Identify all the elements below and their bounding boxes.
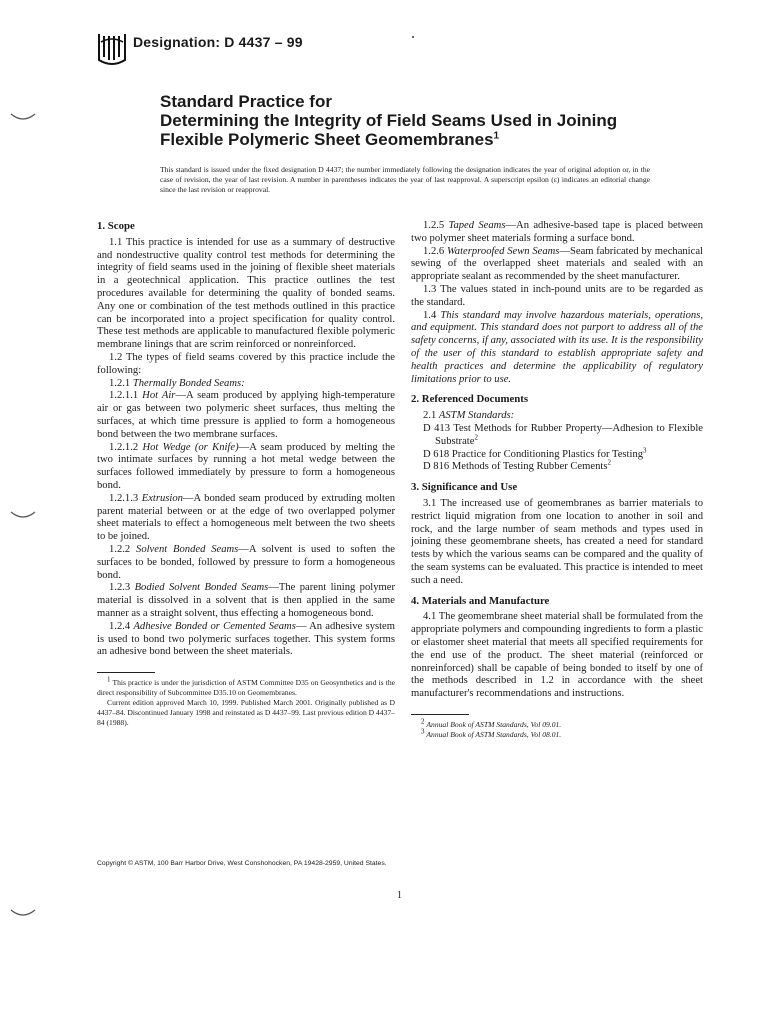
clause-text: — An adhesive system is used to bond two polymeric surfaces together. This system forms an adhesive bond between the sheet materials. bbox=[97, 620, 395, 658]
clause-title: Taped Seams bbox=[448, 220, 506, 231]
reference-d413 bbox=[411, 423, 703, 449]
left-column bbox=[97, 220, 395, 728]
footnote-text: Annual Book of ASTM Standards, Vol 09.01. bbox=[426, 719, 562, 729]
clause-text: —A seam produced by applying high-temperature air or gas between two polymeric sheet surfaces, thus melting the surfaces, at which time pressure is applied to form a homogeneous bond between the two membrane surfaces. bbox=[97, 390, 395, 440]
clause-title: Bodied Solvent Bonded Seams bbox=[134, 582, 269, 594]
page-number: 1 bbox=[397, 890, 402, 901]
clause-text: —The parent lining polymer material is dissolved in a solvent that is then applied in the same manner as a straight solvent, thus effecting a homogeneous bond. bbox=[97, 582, 395, 619]
reference-text: D 618 Practice for Conditioning Plastics for Testing bbox=[423, 448, 644, 460]
paragraph-3-1: 3.1 The increased use of geomembranes as barrier materials to restrict liquid migration from one location to another in soil and rock, and the large number of seam methods and types used in joining these geomembrane sheets, has created a need for standard tests by which the various seams can be compared and the quality of the seam systems can be evaluated. This practice is intended to meet such a need. bbox=[411, 497, 703, 586]
footnote-text: Annual Book of ASTM Standards, Vol 08.01. bbox=[426, 729, 562, 739]
reference-footnote-ref: 2 bbox=[607, 458, 611, 467]
title-line-3-text: Flexible Polymeric Sheet Geomembranes bbox=[160, 130, 494, 149]
section-heading-scope: 1. Scope bbox=[97, 220, 135, 232]
clause-number: 1.2.1.2 bbox=[109, 441, 139, 453]
clause-title: Adhesive Bonded or Cemented Seams bbox=[133, 620, 296, 632]
clause-number: 2.1 bbox=[423, 410, 437, 422]
footnote-text: This practice is under the jurisdiction of ASTM Committee D35 on Geosynthetics and is the direct responsibility of Subcommittee D35.10 on Geomembranes. bbox=[97, 678, 395, 698]
clause-title: Waterproofed Sewn Seams bbox=[446, 245, 560, 257]
paragraph-1-2-6 bbox=[411, 246, 703, 284]
clause-number: 1.2.1.3 bbox=[109, 492, 139, 504]
paragraph-1-2-2 bbox=[97, 544, 395, 582]
clause-text: —A bonded seam produced by extruding molten parent material between or at the edge of two overlapped polymer sheet materials to effect a homogeneous melt between the two sheets to be joined. bbox=[97, 492, 395, 543]
safety-caveat-text: This standard may involve hazardous materials, operations, and equipment. This standard does not purport to address all of the safety concerns, if any, associated with its use. It is the responsibility of the user of this standard to establish appropriate safety and health practices and determine the applicability of regulatory limitations prior to use. bbox=[411, 309, 703, 385]
clause-title: Thermally Bonded Seams: bbox=[132, 377, 245, 389]
issue-note: This standard is issued under the fixed designation D 4437; the number immediately following the designation indicates the year of original adoption or, in the case of revision, the year of last revision. A number in parentheses indicates the year of last reapproval. A superscript epsilon (ε) indicates an editorial change since the last revision or reapproval. bbox=[160, 165, 650, 194]
paragraph-1-1: 1.1 This practice is intended for use as a summary of destructive and nondestructive quality control test methods for determining the integrity of field seams used in the joining of flexible sheet materials in a geotechnical application. This practice outlines the test procedures available for determining the quality of bonded seams. Any one or combination of the test methods outlined in this practice can be incorporated into a project specification for quality control. These test methods are applicable to manufactured flexible polymeric membrane linings that are scrim reinforced or nonreinforced. bbox=[97, 236, 395, 351]
clause-number: 1.2.1.1 bbox=[109, 390, 139, 402]
clause-text: —A solvent is used to soften the surfaces to be bonded, followed by pressure to form a homogeneous bond. bbox=[97, 543, 395, 581]
paragraph-1-2-1-3 bbox=[97, 493, 395, 544]
right-column bbox=[411, 220, 703, 740]
reference-d816 bbox=[411, 458, 703, 474]
clause-text: —An adhesive-based tape is placed between two polymer sheet materials forming a surface bond. bbox=[411, 220, 703, 244]
paragraph-4-1: 4.1 The geomembrane sheet material shall be formulated from the appropriate polymers and compounding ingredients to form a plastic or elastomer sheet material that meets all specified requirements for the end use of the product. The sheet material (reinforced or nonreinforced) shall be capable of being bonded to itself by one of the methods described in 1.2 in accordance with the sheet manufacturer's recommendations and instructions. bbox=[411, 611, 703, 700]
title-footnote-ref: 1 bbox=[493, 130, 500, 142]
footnote-2 bbox=[411, 717, 703, 730]
footnote-divider bbox=[97, 672, 155, 673]
paragraph-1-2-1-2 bbox=[97, 442, 395, 493]
reference-footnote-ref: 3 bbox=[643, 446, 647, 455]
clause-number: 1.2.3 bbox=[109, 582, 131, 594]
section-heading-materials: 4. Materials and Manufacture bbox=[411, 594, 550, 607]
binder-hole-mark-bottom bbox=[10, 908, 36, 918]
clause-number: 1.2.4 bbox=[109, 620, 131, 632]
paragraph-1-2-1-1 bbox=[97, 390, 395, 441]
clause-title: Hot Wedge (or Knife) bbox=[142, 441, 239, 453]
footnote-1-a bbox=[97, 675, 395, 698]
clause-number: 1.4 bbox=[423, 309, 437, 321]
section-heading-referenced-documents: 2. Referenced Documents bbox=[411, 393, 529, 406]
document-title bbox=[160, 92, 680, 149]
astm-logo bbox=[95, 30, 129, 68]
copyright-line: Copyright © ASTM, 100 Barr Harbor Drive, West Conshohocken, PA 19428-2959, United States. bbox=[97, 860, 387, 867]
footnote-1-b: Current edition approved March 10, 1999. Published March 2001. Originally published as D 4437–84. Discontinued January 1998 and reinstated as D 4437–99. Last previous edition D 4437–84 (1988). bbox=[97, 698, 396, 728]
clause-title: ASTM Standards: bbox=[438, 410, 515, 422]
binder-hole-mark-top bbox=[10, 112, 36, 122]
footnote-3 bbox=[411, 727, 703, 740]
reference-footnote-ref: 2 bbox=[474, 433, 478, 442]
clause-text: —Seam fabricated by mechanical sewing of the overlapped sheet materials and sealed with an appropriate sealant as recommended by the sheet manufacturer. bbox=[411, 245, 703, 283]
speck-mark bbox=[412, 36, 414, 38]
reference-text: D 413 Test Methods for Rubber Property—Adhesion to Flexible Substrate bbox=[423, 422, 703, 447]
paragraph-1-2-5 bbox=[411, 220, 703, 246]
clause-text: —A seam produced by melting the two intimate surfaces by running a hot metal wedge between the surfaces followed immediately by pressure to form a homogeneous bond. bbox=[97, 441, 395, 491]
title-line-1: Standard Practice for bbox=[160, 92, 332, 111]
paragraph-1-2: 1.2 The types of field seams covered by this practice include the following: bbox=[97, 351, 395, 376]
paragraph-1-2-3 bbox=[97, 582, 395, 620]
footnote-number: 1 bbox=[107, 675, 111, 684]
paragraph-1-2-1 bbox=[97, 378, 395, 391]
title-line-2: Determining the Integrity of Field Seams Used in Joining bbox=[160, 111, 618, 130]
clause-number: 1.2.6 bbox=[423, 245, 445, 257]
clause-title: Hot Air bbox=[142, 390, 176, 402]
paragraph-1-4 bbox=[411, 310, 703, 387]
binder-hole-mark-middle bbox=[10, 510, 36, 520]
clause-title: Extrusion bbox=[141, 492, 183, 504]
title-line-3 bbox=[160, 130, 680, 149]
clause-number: 1.2.1 bbox=[109, 377, 131, 389]
clause-number: 1.2.5 bbox=[423, 220, 445, 231]
section-heading-significance: 3. Significance and Use bbox=[411, 481, 518, 494]
paragraph-1-2-4 bbox=[97, 621, 395, 659]
reference-d618 bbox=[411, 446, 703, 462]
paragraph-2-1 bbox=[411, 410, 703, 423]
designation: Designation: D 4437 – 99 bbox=[133, 34, 303, 50]
footnote-divider bbox=[411, 714, 469, 715]
clause-number: 1.2.2 bbox=[109, 543, 131, 555]
reference-text: D 816 Methods of Testing Rubber Cements bbox=[423, 461, 608, 473]
footnote-number: 2 bbox=[421, 717, 425, 726]
paragraph-1-3: 1.3 The values stated in inch-pound units are to be regarded as the standard. bbox=[411, 283, 703, 308]
clause-title: Solvent Bonded Seams bbox=[136, 543, 239, 555]
footnote-number: 3 bbox=[421, 727, 425, 736]
